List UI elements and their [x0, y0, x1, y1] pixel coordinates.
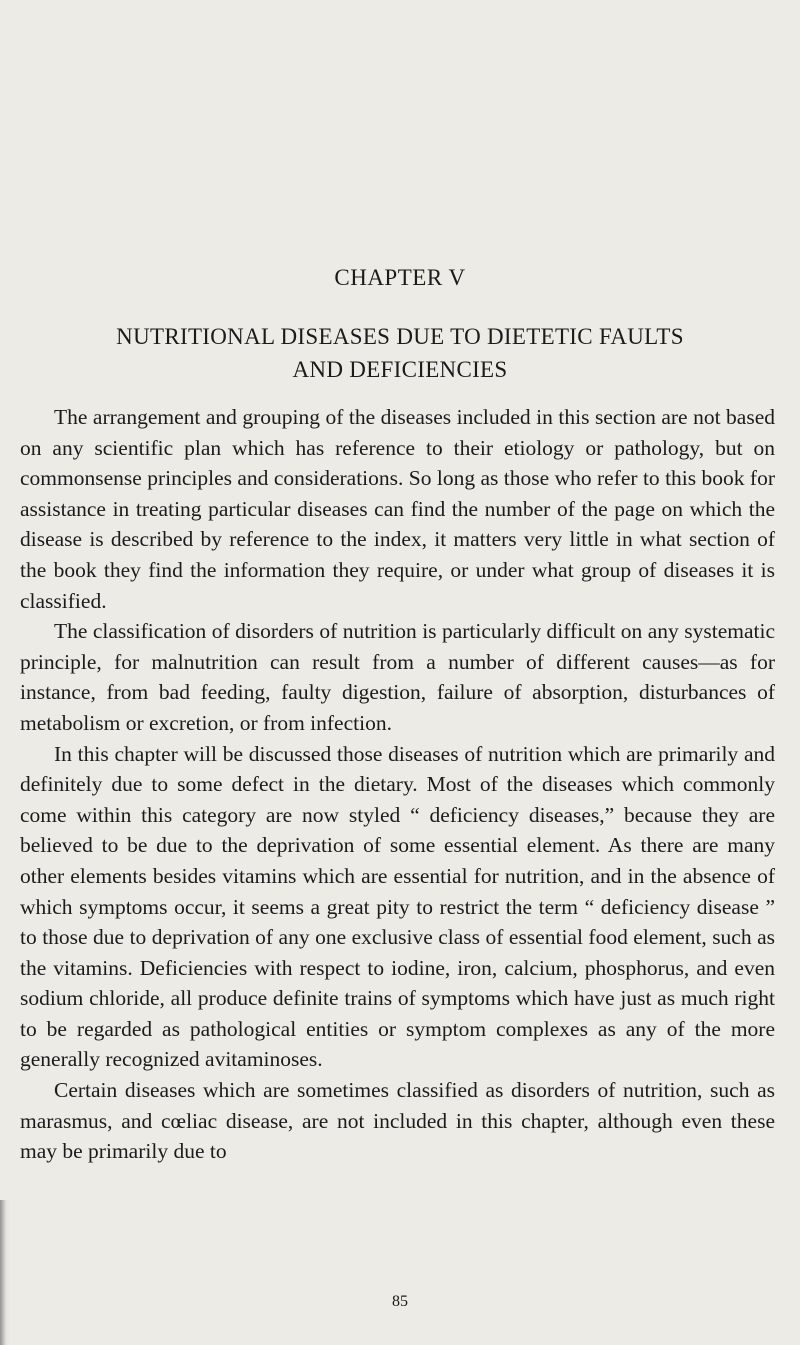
paragraph-1: The arrangement and grouping of the diseases included in this section are not based on any scientific plan which has reference to their etiology or pathology, but on commonsense principles and considerations. So long as those who refer to this book for assistance in treating particular diseases can find the number of the page on which the disease is described by reference to the index, it matters very little in what section of the book they find the information they require, or under what group of diseases it is classified. [20, 405, 775, 613]
paragraph-2: The classification of disorders of nutrition is particularly difficult on any systematic principle, for malnutrition can result from a number of different causes—as for instance, from bad feeding, faulty digestion, failure of absorption, disturbances of metabolism or excretion, or from infection. [20, 619, 775, 735]
paragraph-3: In this chapter will be discussed those diseases of nutrition which are primarily and definitely due to some defect in the dietary. Most of the diseases which commonly come within this category are now styled “ deficiency diseases,” because they are believed to be due to the deprivation of some essential element. As there are many other elements besides vitamins which are essential for nutrition, and in the absence of which symptoms occur, it seems a great pity to restrict the term “ deficiency disease ” to those due to deprivation of any one exclusive class of essential food element, such as the vitamins. Deficiencies with respect to iodine, iron, calcium, phosphorus, and even sodium chloride, all produce definite trains of symptoms which have just as much right to be regarded as pathological entities or symptom complexes as any of the more generally recognized avitaminoses. [20, 741, 775, 1072]
chapter-heading: CHAPTER V [334, 265, 466, 290]
page-number: 85 [392, 1293, 408, 1310]
binding-shadow [0, 1200, 10, 1345]
chapter-title-line-2: AND DEFICIENCIES [292, 357, 508, 382]
body-text [20, 402, 775, 1167]
paragraph-4: Certain diseases which are sometimes classified as disorders of nutrition, such as marasmus, and cœliac disease, are not included in this chapter, although even these may be primarily due to [20, 1078, 775, 1164]
chapter-title [0, 320, 800, 386]
chapter-title-line-1: NUTRITIONAL DISEASES DUE TO DIETETIC FAULTS [116, 324, 684, 349]
